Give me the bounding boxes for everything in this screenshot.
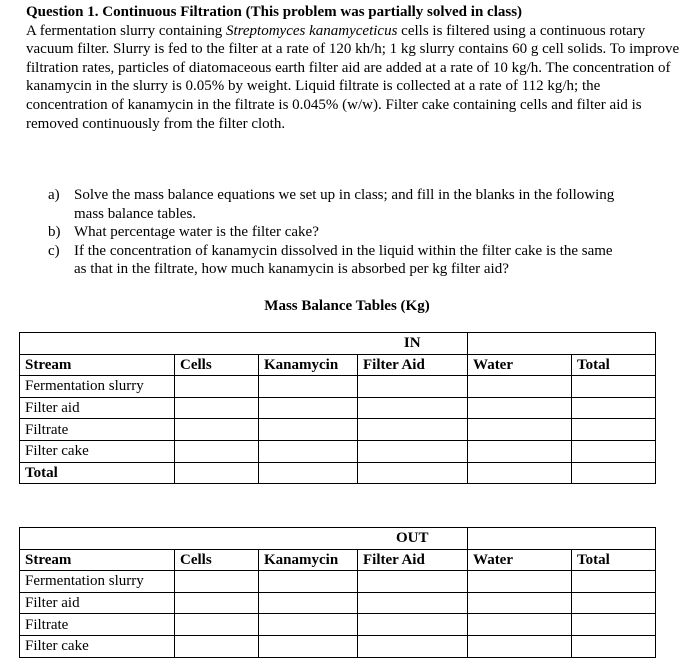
row-label: Filter cake — [20, 635, 175, 657]
blank-cell[interactable] — [358, 635, 468, 657]
out-group-label: OUT — [358, 528, 468, 550]
blank-cell[interactable] — [572, 614, 656, 636]
row-label: Filtrate — [20, 614, 175, 636]
blank-cell[interactable] — [358, 571, 468, 593]
group-spacer — [20, 528, 358, 550]
column-header-cells: Cells — [175, 549, 259, 571]
table-row — [20, 571, 656, 593]
column-header-kanamycin: Kanamycin — [259, 354, 358, 376]
column-header-stream: Stream — [20, 354, 175, 376]
blank-cell[interactable] — [175, 592, 259, 614]
tables-heading: Mass Balance Tables (Kg) — [264, 298, 430, 314]
row-label: Fermentation slurry — [20, 571, 175, 593]
table-row — [20, 376, 656, 398]
question-marker: b) — [48, 224, 61, 241]
table-row — [20, 397, 656, 419]
blank-cell[interactable] — [572, 397, 656, 419]
blank-cell[interactable] — [572, 462, 656, 484]
table-row-total — [20, 462, 656, 484]
table-row — [20, 440, 656, 462]
question-text: Solve the mass balance equations we set up in class; and fill in the blanks in the following mass balance tables. — [74, 187, 615, 222]
in-group-row — [20, 333, 656, 355]
question-text: If the concentration of kanamycin dissolved in the liquid within the filter cake is the same as that in the filtrate, how much kanamycin is absorbed per kg filter aid? — [74, 242, 613, 278]
column-header-water: Water — [468, 354, 572, 376]
in-group-label: IN — [358, 333, 468, 355]
in-mass-balance-table — [19, 332, 656, 484]
blank-cell[interactable] — [175, 462, 259, 484]
table-row — [20, 614, 656, 636]
blank-cell[interactable] — [358, 614, 468, 636]
blank-cell[interactable] — [358, 462, 468, 484]
question-list — [48, 186, 628, 279]
row-label: Filter cake — [20, 440, 175, 462]
blank-cell[interactable] — [358, 397, 468, 419]
out-group-row — [20, 528, 656, 550]
blank-cell[interactable] — [175, 440, 259, 462]
blank-cell[interactable] — [358, 419, 468, 441]
blank-cell[interactable] — [572, 376, 656, 398]
column-header-stream: Stream — [20, 549, 175, 571]
table-row — [20, 635, 656, 657]
row-label: Filter aid — [20, 397, 175, 419]
blank-cell[interactable] — [358, 592, 468, 614]
question-item-b — [48, 223, 628, 242]
column-header-water: Water — [468, 549, 572, 571]
blank-cell[interactable] — [468, 397, 572, 419]
blank-cell[interactable] — [468, 376, 572, 398]
blank-cell[interactable] — [259, 462, 358, 484]
blank-cell[interactable] — [572, 571, 656, 593]
problem-statement — [26, 3, 681, 133]
blank-cell[interactable] — [259, 635, 358, 657]
group-spacer — [468, 333, 656, 355]
out-header-row — [20, 549, 656, 571]
row-label: Fermentation slurry — [20, 376, 175, 398]
problem-text-part-1: A fermentation slurry containing — [26, 22, 226, 39]
blank-cell[interactable] — [468, 635, 572, 657]
blank-cell[interactable] — [468, 592, 572, 614]
column-header-filter-aid: Filter Aid — [358, 354, 468, 376]
question-marker: c) — [48, 242, 60, 259]
column-header-filter-aid: Filter Aid — [358, 549, 468, 571]
blank-cell[interactable] — [259, 614, 358, 636]
table-row — [20, 419, 656, 441]
blank-cell[interactable] — [572, 592, 656, 614]
blank-cell[interactable] — [468, 440, 572, 462]
problem-text-part-2: cells is filtered using a continuous rotary vacuum filter. Slurry is fed to the filter at a rate of 120 kh/h; 1 kg slurry contains 60 g cell solids. To improve filtration rates, particles of diatomaceous earth filter aid are added at a rate of 10 kg/h. The concentration of kanamycin in the slurry is 0.05% by weight. Liquid filtrate is collected at a rate of 112 kg/h; the concentration of kanamycin in the filtrate is 0.045% (w/w). Filter cake containing cells and filter aid is removed continuously from the filter cloth. — [26, 22, 680, 132]
blank-cell[interactable] — [468, 571, 572, 593]
blank-cell[interactable] — [468, 419, 572, 441]
blank-cell[interactable] — [259, 376, 358, 398]
question-marker: a) — [48, 187, 60, 203]
blank-cell[interactable] — [259, 440, 358, 462]
blank-cell[interactable] — [468, 614, 572, 636]
blank-cell[interactable] — [572, 440, 656, 462]
row-label: Filtrate — [20, 419, 175, 441]
group-spacer — [468, 528, 656, 550]
blank-cell[interactable] — [175, 571, 259, 593]
blank-cell[interactable] — [358, 376, 468, 398]
organism-name: Streptomyces kanamyceticus — [225, 22, 398, 39]
table-row — [20, 592, 656, 614]
blank-cell[interactable] — [175, 376, 259, 398]
blank-cell[interactable] — [572, 419, 656, 441]
question-item-c — [48, 242, 628, 279]
row-label: Filter aid — [20, 592, 175, 614]
blank-cell[interactable] — [259, 419, 358, 441]
blank-cell[interactable] — [259, 592, 358, 614]
column-header-total: Total — [572, 549, 656, 571]
blank-cell[interactable] — [259, 397, 358, 419]
column-header-total: Total — [572, 354, 656, 376]
blank-cell[interactable] — [175, 397, 259, 419]
blank-cell[interactable] — [259, 571, 358, 593]
blank-cell[interactable] — [358, 440, 468, 462]
blank-cell[interactable] — [175, 419, 259, 441]
blank-cell[interactable] — [572, 635, 656, 657]
blank-cell[interactable] — [468, 462, 572, 484]
in-header-row — [20, 354, 656, 376]
column-header-cells: Cells — [175, 354, 259, 376]
question-item-a — [48, 186, 628, 223]
column-header-kanamycin: Kanamycin — [259, 549, 358, 571]
row-label: Total — [20, 462, 175, 484]
blank-cell[interactable] — [175, 635, 259, 657]
group-spacer — [20, 333, 358, 355]
blank-cell[interactable] — [175, 614, 259, 636]
problem-title: Question 1. Continuous Filtration (This problem was partially solved in class) — [26, 4, 523, 20]
out-mass-balance-table — [19, 527, 656, 658]
question-text: What percentage water is the filter cake? — [74, 224, 319, 241]
